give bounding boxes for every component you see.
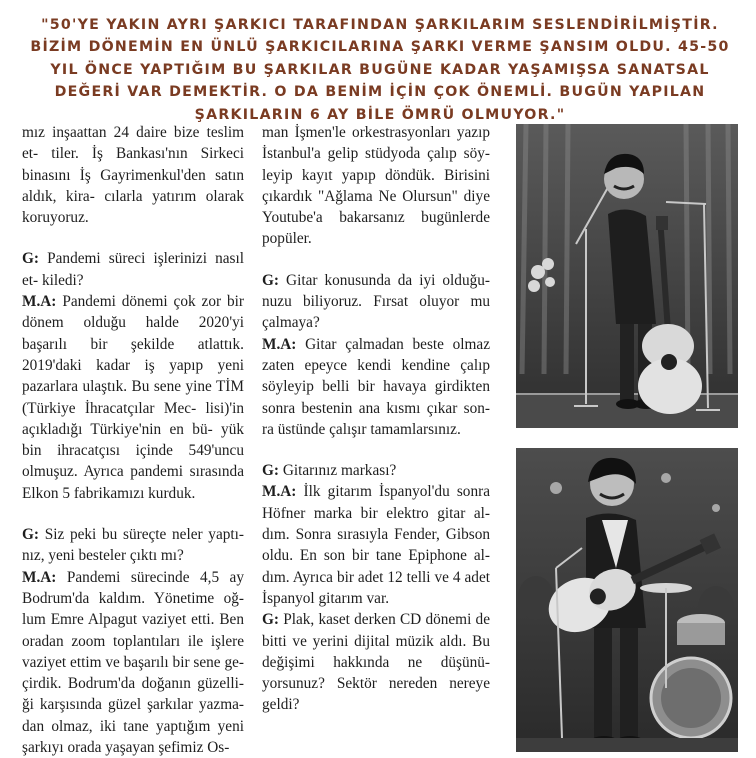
- question-text: Siz peki bu süreçte neler yaptı- nız, yeni besteler çıktı mı?: [22, 526, 244, 565]
- answer: [22, 291, 244, 504]
- interviewee-label: M.A:: [22, 293, 57, 311]
- answer-text: Pandemi sürecinde 4,5 ay Bodrum'da kaldım. Yönetime oğ- lum Emre Alpagut vaziyet etti. Ben oradan zoom toplantıları ile işlere vaziyet ettim ve başarılı bir sene ge- çirdik. Bodrum'da doğanın güzelli- ği karşısında güzel şarkılar yazma- dan olmaz, iki tane yaptığım yeni şarkıyı orada yaşayan şefimiz Os-: [22, 568, 244, 757]
- question-text: Gitarınız markası?: [279, 462, 397, 480]
- question-text: Pandemi süreci işlerinizi nasıl et- kiledi?: [22, 250, 244, 289]
- interviewee-label: M.A:: [262, 335, 297, 353]
- stage-performance-photo: [516, 124, 738, 428]
- concert-guitar-photo: [516, 448, 738, 752]
- stage-performance-illustration: [516, 124, 738, 428]
- question: [22, 248, 244, 291]
- answer-text: Pandemi dönemi çok zor bir dönem olduğu halde 2020'yi başarılı bir şekilde atlattık. 2019'daki kadar iş yapıp yeni pazarlara ulaştık. Bu sene yine TİM (Türkiye İhracatçılar Mec- lisi)'in açıkladığı Türkiye'nin en bü- yük bin ihracatçısı içinde 549'uncu olmuşuz. Ayrıca pandemi sırasında Elkon 5 fabrikamızı kurduk.: [22, 293, 244, 502]
- paragraph: mız inşaattan 24 daire bize teslim et- tiler. İş Bankası'nın Sirkeci binasını İş Gayrimenkul'den satın aldık, kira- cılarla yatırım olarak koruyoruz.: [22, 124, 244, 227]
- interviewer-label: G:: [22, 250, 39, 268]
- question: [262, 270, 490, 334]
- interviewer-label: G:: [262, 462, 279, 480]
- answer-text: İlk gitarım İspanyol'du sonra Höfner marka bir elektro gitar al- dım. Sonra sırasıyla Fender, Gibson oldu. En son bir tane Epiphone al- dım. Ayrıca bir adet 12 telli ve 4 adet İspanyol gitarım var.: [262, 483, 490, 607]
- interviewer-label: G:: [22, 526, 39, 544]
- answer: [262, 334, 490, 440]
- answer: [22, 567, 244, 758]
- article-column-2: [262, 122, 490, 716]
- article-column-1: [22, 122, 244, 758]
- question-text: Plak, kaset derken CD dönemi de bitti ve yerini dijital müzik aldı. Bu değişimi hakkında ne düşünü- yorsunuz? Sektör nereden nereye geldi?: [262, 611, 490, 714]
- answer-text: Gitar çalmadan beste olmaz zaten epeyce kendi kendine çalıp söyleyip belli bir havaya girdikten sonra bestenin ana kısmı çıkar son- ra üstünde çalışır tamamlarsınız.: [262, 335, 490, 438]
- interviewee-label: M.A:: [262, 483, 297, 501]
- interviewer-label: G:: [262, 611, 279, 629]
- question-text: Gitar konusunda da iyi olduğu- nuzu biliyoruz. Fırsat oluyor mu çalmaya?: [262, 271, 490, 332]
- answer: [262, 481, 490, 609]
- pull-quote: "50'YE YAKIN AYRI ŞARKICI TARAFINDAN ŞARKILARIM SESLENDİRİLMİŞTİR. BİZİM DÖNEMİN EN ÜNLÜ ŞARKICILARINA ŞARKI VERME ŞANSIM OLDU. 45-50 YIL ÖNCE YAPTIĞIM BU ŞARKILAR BUGÜNE KADAR YAŞAMIŞSA SANATSAL DEĞERİ VAR DEMEKTİR. O DA BENİM İÇİN ÇOK ÖNEMLİ. BUGÜN YAPILAN ŞARKILARIN 6 AY BİLE ÖMRÜ OLMUYOR.": [30, 17, 730, 123]
- concert-guitar-illustration: [516, 448, 738, 752]
- interviewer-label: G:: [262, 271, 279, 289]
- question: [22, 524, 244, 567]
- interviewee-label: M.A:: [22, 568, 57, 586]
- paragraph: man İşmen'le orkestrasyonları yazıp İstanbul'a gelip stüdyoda çalıp söy- leyip kayıt yapıp döndük. Birisini çıkardık "Ağlama Ne Olursun" diye Youtube'a bakarsanız bugünlerde popüler.: [262, 124, 490, 248]
- question: [262, 460, 490, 481]
- question: [262, 609, 490, 715]
